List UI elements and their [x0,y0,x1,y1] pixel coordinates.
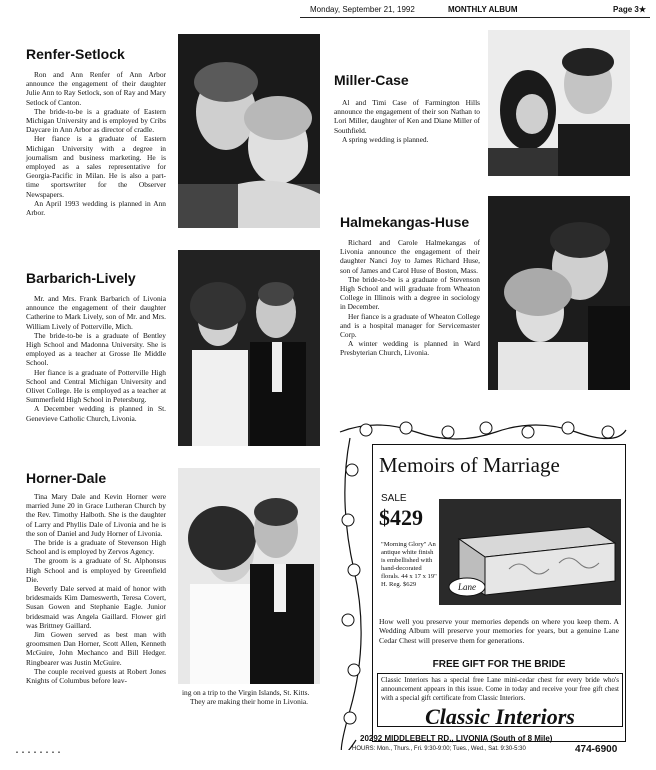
sale-price: $429 [379,505,423,530]
store-hours: HOURS: Mon., Thurs., Fri. 9:30-9:00; Tues., Wed., Sat. 9:30-5:30 [352,746,526,752]
article-horner-dale [26,492,166,685]
store-phone: 474-6900 [575,744,618,755]
header-section: MONTHLY ALBUM [448,5,518,14]
header-date: Monday, September 21, 1992 [310,5,415,14]
advertisement [336,420,628,750]
photo-miller-case [488,30,630,176]
headline-renfer-setlock: Renfer-Setlock [26,46,125,62]
gift-text: Classic Interiors has a special free Lane mini-cedar chest for every bride who's announcement appears in this issue. Come in today and receive your free gift chest with a special gift certificate from Classic Interiors. [377,673,623,727]
paragraph: A spring wedding is planned. [342,134,429,144]
paragraph: The groom is a graduate of St. Alphonsus High School and is employed by Greenfield Die. [26,556,166,584]
paragraph: Beverly Dale served at maid of honor with bridesmaids Kim Dameswerth, Teresa Covert, Susan Gowen and Stephanie Eagle. Junior bridesmaid was Angela Gaillard. Flower girl was Brittney Gaillard. [26,584,166,630]
article-barbarich-lively [26,294,166,423]
header-page: Page 3★ [613,5,646,14]
paragraph: Tina Mary Dale and Kevin Horner were married June 20 in Grace Lutheran Church by the Rev. Timothy Halboth. She is the daughter of Larry and Phyllis Dale of Livonia and he is the son of Daniel and Judy Horner of Livonia. [26,492,166,538]
photo-renfer-setlock [178,34,320,228]
paragraph: A December wedding is planned in St. Genevieve Catholic Church, Livonia. [26,404,166,423]
ad-title: Memoirs of Marriage [379,453,560,477]
paragraph: Ron and Ann Renfer of Ann Arbor announce the engagement of their daughter Julie Ann to Ray Setlock, son of Ray and Mary Setlock of Canton. [26,70,166,107]
paragraph: The bride is a graduate of Stevenson High School and is employed by Zervos Agency. [26,538,166,557]
paragraph: ing on a trip to the Virgin Islands, St. Kitts. [182,688,310,697]
article-miller-case [334,98,480,144]
headline-barbarich-lively: Barbarich-Lively [26,270,136,286]
paragraph: The couple received guests at Robert Jones Knights of Columbus before leav- [26,666,166,686]
article-renfer-setlock [26,70,166,217]
paragraph: Jim Gowen served as best man with groomsmen Dan Horner, Scott Allen, Kenneth McGuire, John Mechanco and Bill Hedger. Ringbearer was Justin McGuire. [26,630,166,667]
photo-halmekangas-huse [488,196,630,390]
paragraph: The bride-to-be is a graduate of Bentley High School and Madonna University. She is employed as a teacher at Grosse Ile Middle School. [26,330,166,368]
paragraph: Her fiance is a graduate of Wheaton College and is a hospital manager for Servicemaster Corp. [340,311,480,340]
ad-copy: How well you preserve your memories depends on where you keep them. A Wedding Album will preserve your memories for years, but a genuine Lane Cedar Chest will preserve them for generations. [379,617,619,645]
sale-label: SALE [381,493,407,504]
article-halmekangas-huse [340,238,480,358]
gift-title: FREE GIFT FOR THE BRIDE [432,659,566,670]
paragraph: A winter wedding is planned in Ward Presbyterian Church, Livonia. [340,339,480,358]
paragraph: Mr. and Mrs. Frank Barbarich of Livonia announce the engagement of their daughter Catherine to Mark Lively, son of Mr. and Mrs. William Lively of Potterville, Mich. [26,294,166,331]
lane-logo: Lane [458,582,476,592]
article-horner-dale-continued [182,688,322,706]
paragraph: They are making their home in Livonia. [190,697,309,707]
paragraph: The bride-to-be is a graduate of Eastern Michigan University and is employed by Cribs Daycare in Ann Arbor as director of cradle. [26,106,166,135]
paragraph: The bride-to-be is a graduate of Stevenson High School and will graduate from Wheaton College in Illinois with a degree in sociology in December. [340,274,480,312]
footer-dots: ........ [14,746,63,757]
paragraph: An April 1993 wedding is planned in Ann Arbor. [26,198,166,218]
cedar-chest-photo [439,499,621,605]
headline-horner-dale: Horner-Dale [26,470,107,486]
store-brand: Classic Interiors [425,704,575,729]
store-address: 20292 MIDDLEBELT RD., LIVONIA (South of 8 Mile) [360,734,553,743]
photo-barbarich-lively [178,250,320,446]
paragraph: Her fiance is a graduate of Eastern Michigan University with a degree in journalism and business marketing. He is employed as a sales representative for Georgia-Pacific in Milan. He is also a part-time sportswriter for the Observer Newspapers. [26,134,166,199]
page-header [300,3,650,18]
paragraph: Her fiance is a graduate of Potterville High School and Central Michigan University and Olivet College. He is employed as a teacher at Summerfield High School in Petersburg. [26,367,166,405]
ad-box [372,444,626,742]
photo-horner-dale [178,468,320,684]
headline-halmekangas-huse: Halmekangas-Huse [340,214,470,230]
paragraph: Richard and Carole Halmekangas of Livonia announce the engagement of their daughter Nanci Joy to James Richard Huse, son of James and Carol Huse of Boston, Mass. [340,238,480,275]
paragraph: Al and Timi Case of Farmington Hills announce the engagement of their son Nathan to Lori Miller, daughter of Ken and Diane Miller of Southfield. [334,98,480,135]
product-description: "Morning Glory" An antique white finish is embellished with hand-decorated florals. 44 x 17 x 19" H. Reg. $629 [381,541,437,588]
headline-miller-case: Miller-Case [334,72,409,88]
